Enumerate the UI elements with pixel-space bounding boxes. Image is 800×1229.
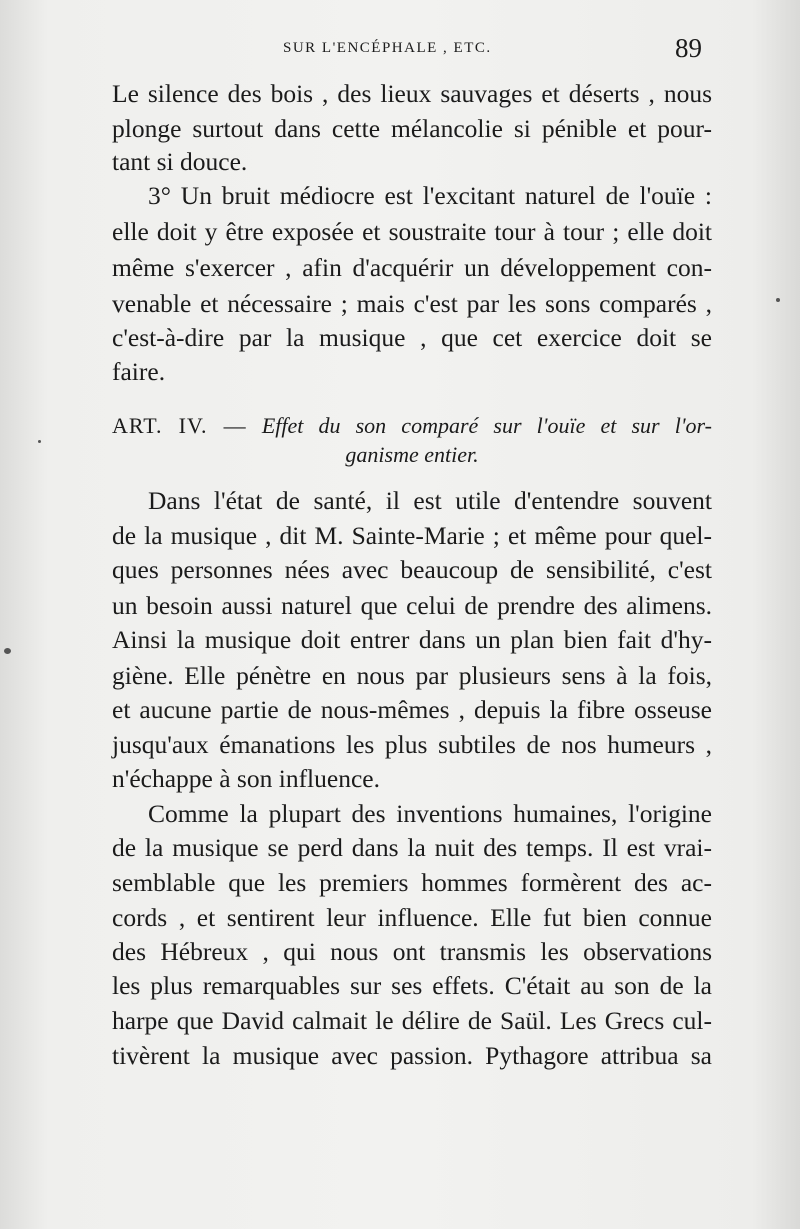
text-line: harpe que David calmait le délire de Saül. Les Grecs cul- bbox=[112, 1006, 712, 1035]
text-line: tivèrent la musique avec passion. Pythagore attribua sa bbox=[112, 1041, 712, 1070]
text-line: et aucune partie de nous-mêmes , depuis la fibre osseuse bbox=[112, 695, 712, 724]
section-title-continued: ganisme entier. bbox=[345, 442, 479, 467]
text-line: n'échappe à son influence. bbox=[112, 764, 380, 793]
running-head: SUR L'ENCÉPHALE , ETC. bbox=[283, 40, 492, 56]
text-line: de la musique se perd dans la nuit des temps. Il est vrai- bbox=[112, 833, 712, 862]
text-line: les plus remarquables sur ses effets. C'était au son de la bbox=[112, 971, 712, 1000]
text-line: plonge surtout dans cette mélancolie si pénible et pour- bbox=[112, 114, 712, 143]
text-line: jusqu'aux émanations les plus subtiles de nos humeurs , bbox=[112, 730, 712, 759]
text-line: giène. Elle pénètre en nous par plusieurs sens à la fois, bbox=[112, 661, 712, 690]
text-line: faire. bbox=[112, 357, 166, 386]
text-line: c'est-à-dire par la musique , que cet exercice doit se bbox=[112, 323, 712, 352]
section-label: ART. IV. — bbox=[112, 413, 247, 438]
page-number: 89 bbox=[675, 33, 702, 63]
text-line: des Hébreux , qui nous ont transmis les observations bbox=[112, 937, 712, 966]
text-line: même s'exercer , afin d'acquérir un développement con- bbox=[112, 253, 712, 282]
text-line: un besoin aussi naturel que celui de prendre des alimens. bbox=[112, 591, 712, 620]
text-line: tant si douce. bbox=[112, 147, 248, 176]
text-line: Le silence des bois , des lieux sauvages et déserts , nous bbox=[112, 79, 712, 108]
text-line: elle doit y être exposée et soustraite tour à tour ; elle doit bbox=[112, 217, 712, 246]
text-line: semblable que les premiers hommes formèrent des ac- bbox=[112, 868, 712, 897]
text-line: 3° Un bruit médiocre est l'excitant naturel de l'ouïe : bbox=[148, 181, 712, 210]
text-line: Comme la plupart des inventions humaines, l'origine bbox=[148, 799, 712, 828]
scan-speck bbox=[38, 440, 41, 443]
scan-speck bbox=[4, 648, 11, 654]
text-line: venable et nécessaire ; mais c'est par les sons comparés , bbox=[112, 289, 712, 318]
text-line: Ainsi la musique doit entrer dans un plan bien fait d'hy- bbox=[112, 625, 712, 654]
text-line: cords , et sentirent leur influence. Elle fut bien connue bbox=[112, 903, 712, 932]
section-title: Effet du son comparé sur l'ouïe et sur l'or- bbox=[261, 413, 713, 438]
text-line: ques personnes nées avec beaucoup de sensibilité, c'est bbox=[112, 555, 712, 584]
section-heading bbox=[112, 411, 712, 441]
scan-speck bbox=[776, 298, 780, 302]
text-line: Dans l'état de santé, il est utile d'entendre souvent bbox=[148, 486, 712, 515]
text-line: de la musique , dit M. Sainte-Marie ; et même pour quel- bbox=[112, 521, 712, 550]
